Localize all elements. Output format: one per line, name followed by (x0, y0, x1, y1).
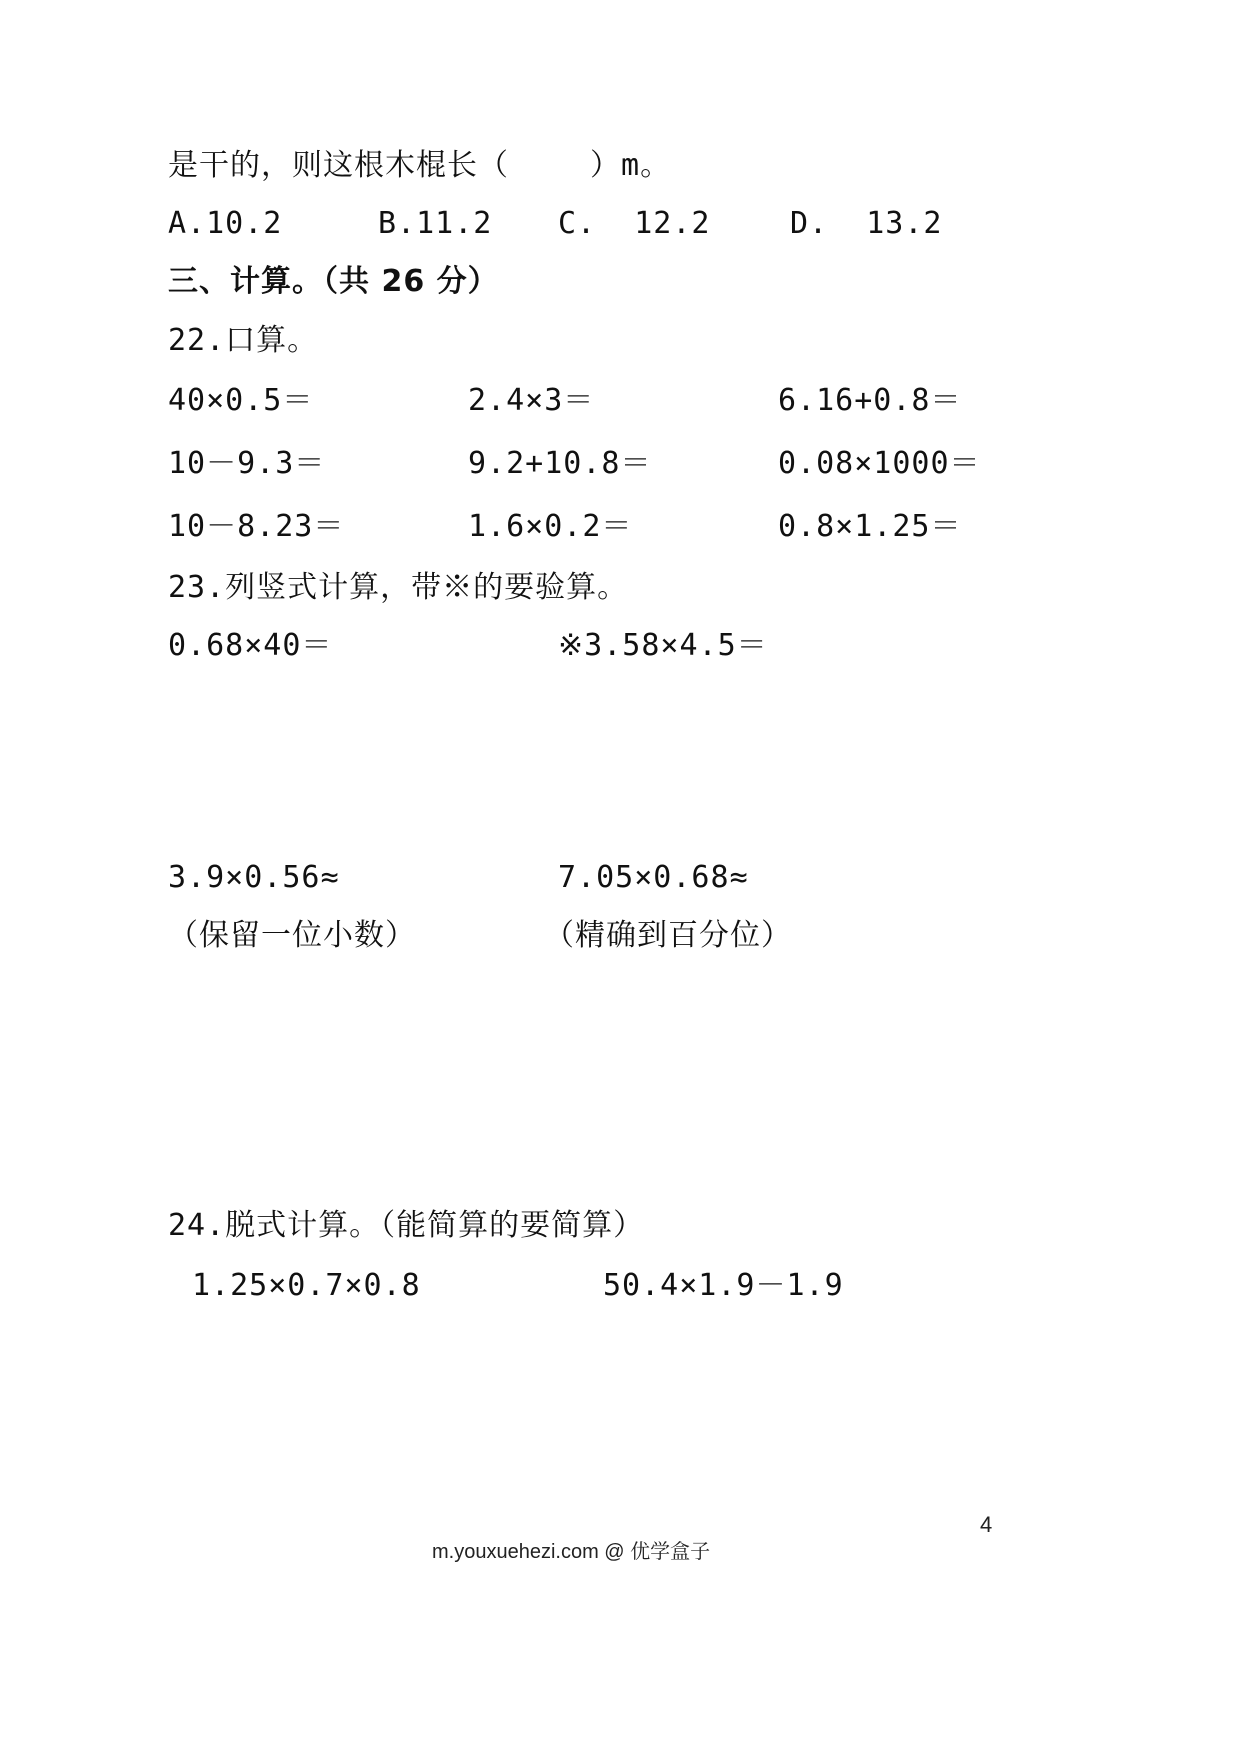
q23-note-1: （保留一位小数） (168, 918, 416, 953)
q22-item-r2c2: 9.2+10.8＝ (468, 446, 652, 481)
q21-option-c: C. 12.2 (558, 206, 711, 241)
q23-problem-4: 7.05×0.68≈ (558, 860, 749, 895)
q21-tail: 是干的，则这根木棍长（ ）m。 (168, 148, 672, 183)
q21-option-b: B.11.2 (378, 206, 493, 241)
q24-item-2: 50.4×1.9－1.9 (603, 1268, 844, 1303)
q21-option-a: A.10.2 (168, 206, 283, 241)
q22-item-r1c3: 6.16+0.8＝ (778, 383, 962, 418)
footer-watermark: m.youxuehezi.com @ 优学盒子 (432, 1541, 711, 1563)
q24-title: 24.脱式计算。（能简算的要简算） (168, 1208, 645, 1243)
section-3-title: 三、计算。（共 26 分） (168, 264, 499, 299)
q22-item-r3c1: 10－8.23＝ (168, 509, 345, 544)
q23-problem-3: 3.9×0.56≈ (168, 860, 340, 895)
q22-item-r1c2: 2.4×3＝ (468, 383, 595, 418)
q24-item-1: 1.25×0.7×0.8 (192, 1268, 421, 1303)
q23-problem-2: ※3.58×4.5＝ (558, 628, 768, 663)
q23-title: 23.列竖式计算，带※的要验算。 (168, 570, 629, 605)
q22-item-r3c2: 1.6×0.2＝ (468, 509, 633, 544)
q22-item-r2c1: 10－9.3＝ (168, 446, 326, 481)
q22-title: 22.口算。 (168, 323, 319, 358)
page-number: 4 (980, 1512, 993, 1537)
q22-item-r1c1: 40×0.5＝ (168, 383, 314, 418)
q23-problem-1: 0.68×40＝ (168, 628, 333, 663)
q21-option-d: D. 13.2 (790, 206, 943, 241)
q22-item-r2c3: 0.08×1000＝ (778, 446, 981, 481)
q23-note-2: （精确到百分位） (544, 918, 792, 953)
q22-item-r3c3: 0.8×1.25＝ (778, 509, 962, 544)
